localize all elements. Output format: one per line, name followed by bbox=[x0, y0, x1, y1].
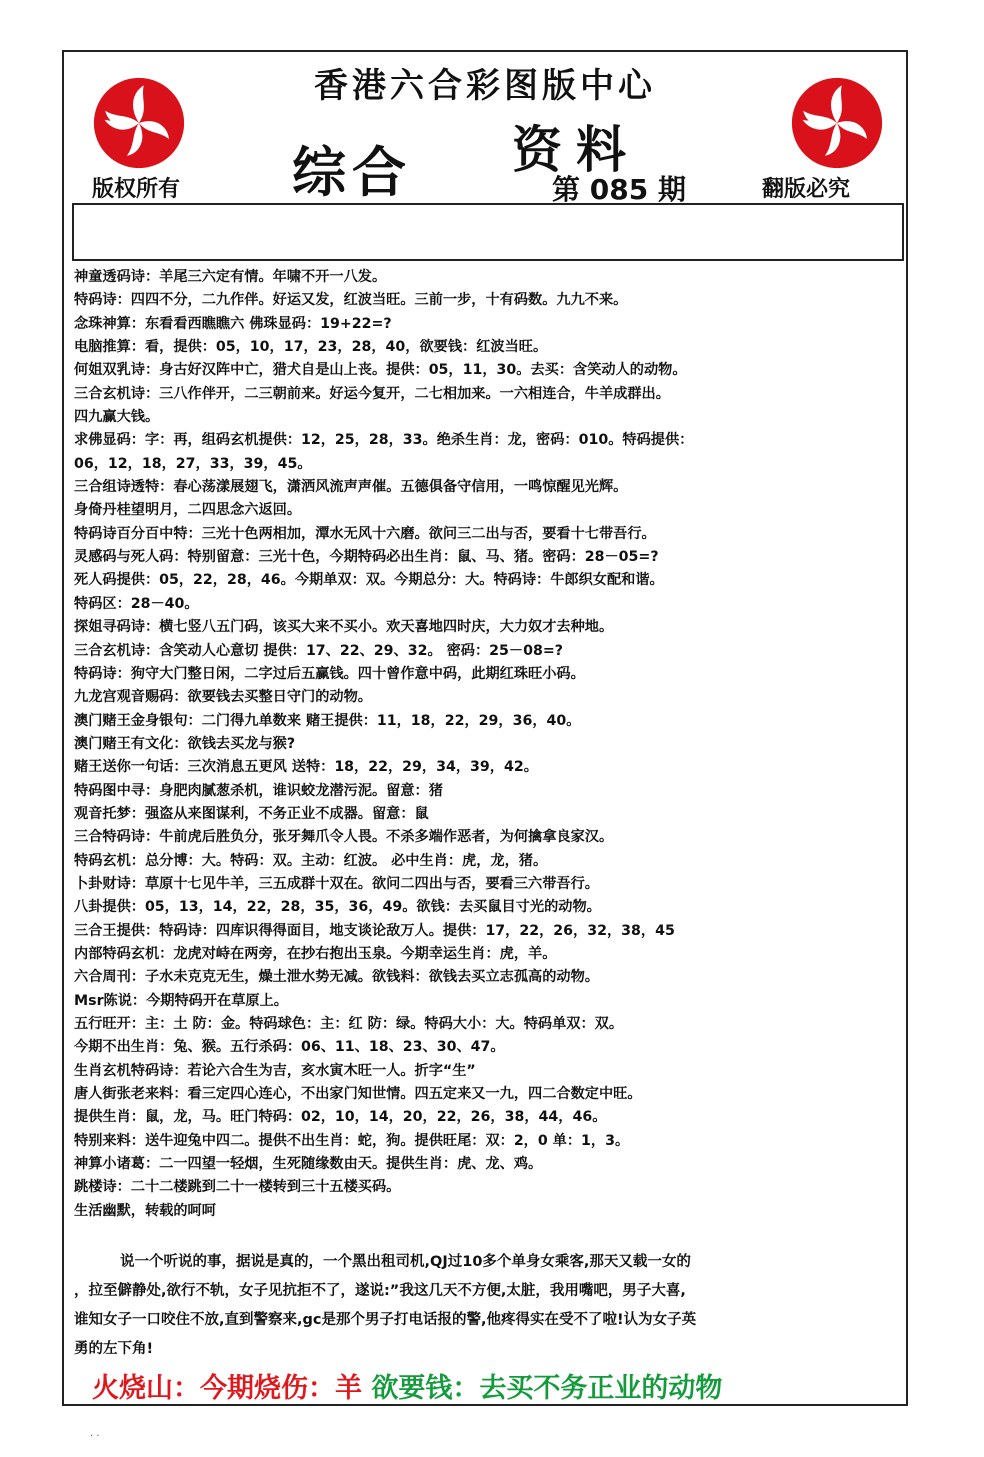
content-line: 特别来料：送牛迎兔中四二。提供不出生肖：蛇，狗。提供旺尾：双：2，0 单：1，3。 bbox=[74, 1132, 630, 1149]
content-line: 生活幽默，转载的呵呵 bbox=[74, 1202, 216, 1219]
content-line: 神童透码诗：羊尾三六定有情。年啸不开一八发。 bbox=[74, 269, 387, 285]
story-block bbox=[74, 1248, 904, 1364]
content-line: 内部特码玄机：龙虎对峙在两旁，在抄右抱出玉泉。今期幸运生肖：虎，羊。 bbox=[74, 945, 557, 962]
content-line: 赌王送你一句话：三次消息五更风 送特：18，22，29，34，39，42。 bbox=[74, 759, 538, 776]
footer-dots: . . bbox=[90, 1428, 100, 1439]
header bbox=[62, 50, 908, 206]
content-line: 唐人街张老来料：看三定四心连心，不出家门知世情。四五定来又一九，四二合数定中旺。 bbox=[74, 1086, 642, 1103]
subtitle-right: 资料 bbox=[512, 121, 640, 179]
content-line: 特码图中寻：身肥肉腻葱杀机，谁识蛟龙潜污泥。留意：猪 bbox=[74, 782, 443, 799]
content-line: 卜卦财诗：草原十七见牛羊，三五成群十双在。欲问二四出与否，要看三六带吾行。 bbox=[74, 875, 599, 892]
story-line: 谁知女子一口咬住不放,直到警察来,gc是那个男子打电话报的警,他疼得实在受不了啦!认为女子英 bbox=[74, 1312, 697, 1328]
blank-banner-box bbox=[72, 203, 904, 261]
footer-banner bbox=[92, 1366, 722, 1405]
footer-part-green: 欲要钱：去买不务正业的动物 bbox=[371, 1373, 723, 1404]
piracy-tag: 翻版必究 bbox=[762, 177, 851, 202]
content-line: 念珠神算：东看看西瞧瞧六 佛珠显码：19+22=? bbox=[74, 315, 392, 332]
content-line: 特码诗百分百中特：三光十色两相加，潭水无风十六磨。欲问三二出与否，要看十七带吾行。 bbox=[74, 525, 656, 542]
subtitle-left: 综合 bbox=[292, 141, 412, 204]
content-line: 生肖玄机特码诗：若论六合生为吉，亥水寅木旺一人。折字“生” bbox=[74, 1062, 476, 1079]
content-line: 灵感码与死人码：特别留意：三光十色，今期特码必出生肖：鼠、马、猪。密码：28－05=? bbox=[74, 549, 659, 566]
content-line: 特码诗：狗守大门整日闲，二字过后五赢钱。四十曾作意中码，此期红珠旺小码。 bbox=[74, 665, 585, 682]
content-line: 三合玄机诗：三八作伴开，二三朝前来。好运今复开，二七相加来。一六相连合，牛羊成群出。 bbox=[74, 385, 670, 402]
content-line: 身倚丹桂望明月，二四思念六返回。 bbox=[74, 502, 302, 519]
story-line: ，拉至僻静处,欲行不轨，女子见抗拒不了，遂说:”我这几天不方便,太脏，我用嘴吧，男子大喜, bbox=[74, 1283, 686, 1299]
page-title: 香港六合彩图版中心 bbox=[314, 66, 656, 106]
content-line: 死人码提供：05，22，28，46。今期单双：双。今期总分：大。特码诗：牛郎织女配和谐。 bbox=[74, 572, 664, 589]
content-line: 特码诗：四四不分，二九作伴。好运又发，红波当旺。三前一步，十有码数。九九不来。 bbox=[74, 292, 628, 309]
content-line: 特码玄机：总分博：大。特码：双。主动：红波。 必中生肖：虎，龙，猪。 bbox=[74, 852, 548, 869]
story-line: 勇的左下角! bbox=[74, 1341, 154, 1357]
content-line: Msr陈说：今期特码开在草原上。 bbox=[74, 992, 288, 1009]
content-line: 求佛显码：字：再，组码玄机提供：12，25，28，33。绝杀生肖：龙，密码：010。特码提供： bbox=[74, 432, 694, 449]
issue-number: 第 085 期 bbox=[552, 173, 686, 206]
content-line: 澳门赌王有文化：欲钱去买龙与猴? bbox=[74, 735, 296, 752]
content-line: 何姐双乳诗：身古好汉阵中亡，猎犬自是山上丧。提供：05，11，30。去买：含笑动人的动物。 bbox=[74, 362, 687, 379]
content-line: 四九赢大钱。 bbox=[74, 409, 160, 426]
content-line: 特码区：28－40。 bbox=[74, 595, 199, 612]
copyright-tag: 版权所有 bbox=[92, 177, 181, 202]
content-line: 三合玄机诗：含笑动人心意切 提供：17、22、29、32。 密码：25－08=? bbox=[74, 642, 563, 659]
content-line: 五行旺开：主：土 防：金。特码球色：主：红 防：绿。特码大小：大。特码单双：双。 bbox=[74, 1016, 624, 1032]
story-line: 说一个听说的事，据说是真的，一个黑出租司机,QJ过10多个单身女乘客,那天又载一女的 bbox=[120, 1254, 691, 1270]
footer-part-red: 火烧山：今期烧伤：羊 bbox=[92, 1373, 362, 1404]
content-line: 提供生肖：鼠，龙，马。旺门特码：02，10，14，20，22，26，38，44，46。 bbox=[74, 1109, 607, 1126]
content-line: 六合周刊：子水未克克无生，燥土泄水势无减。欲钱料：欲钱去买立志孤高的动物。 bbox=[74, 969, 599, 986]
content-line: 神算小诸葛：二一四望一轻烟，生死随缘数由天。提供生肖：虎、龙、鸡。 bbox=[74, 1156, 543, 1173]
content-line: 探姐寻码诗：横七竖八五门码，该买大来不买小。欢天喜地四时庆，大力奴才去种地。 bbox=[74, 619, 614, 636]
content-line: 三合特码诗：牛前虎后胜负分，张牙舞爪令人畏。不杀多端作恶者，为何擒拿良家汉。 bbox=[74, 829, 614, 846]
content-line: 八卦提供：05，13，14，22，28，35，36，49。欲钱：去买鼠目寸光的动物。 bbox=[74, 899, 601, 916]
content-line: 今期不出生肖：兔、猴。五行杀码：06、11、18、23、30、47。 bbox=[74, 1039, 505, 1056]
content-line: 三合组诗透特：春心荡漾展翅飞，潇洒风流声声催。五德俱备守信用，一鸣惊醒见光辉。 bbox=[74, 479, 628, 496]
content-line: 三合王提供：特码诗：四库识得得面目，地支谈论敌万人。提供：17，22，26，32，38，45 bbox=[74, 922, 675, 939]
content-line: 跳楼诗：二十二楼跳到二十一楼转到三十五楼买码。 bbox=[74, 1179, 401, 1196]
content-line: 澳门赌王金身银句：二门得九单数来 赌王提供：11，18，22，29，36，40。 bbox=[74, 712, 581, 729]
content-lines bbox=[74, 266, 904, 1223]
content-line: 06，12，18，27，33，39，45。 bbox=[74, 455, 312, 472]
content-line: 九龙宫观音赐码：欲要钱去买整日守门的动物。 bbox=[74, 689, 372, 706]
content-line: 电脑推算：看，提供：05，10，17，23，28，40，欲要钱：红波当旺。 bbox=[74, 339, 548, 356]
content-line: 观音托梦：强盗从来图谋利，不务正业不成器。留意：鼠 bbox=[74, 805, 429, 822]
